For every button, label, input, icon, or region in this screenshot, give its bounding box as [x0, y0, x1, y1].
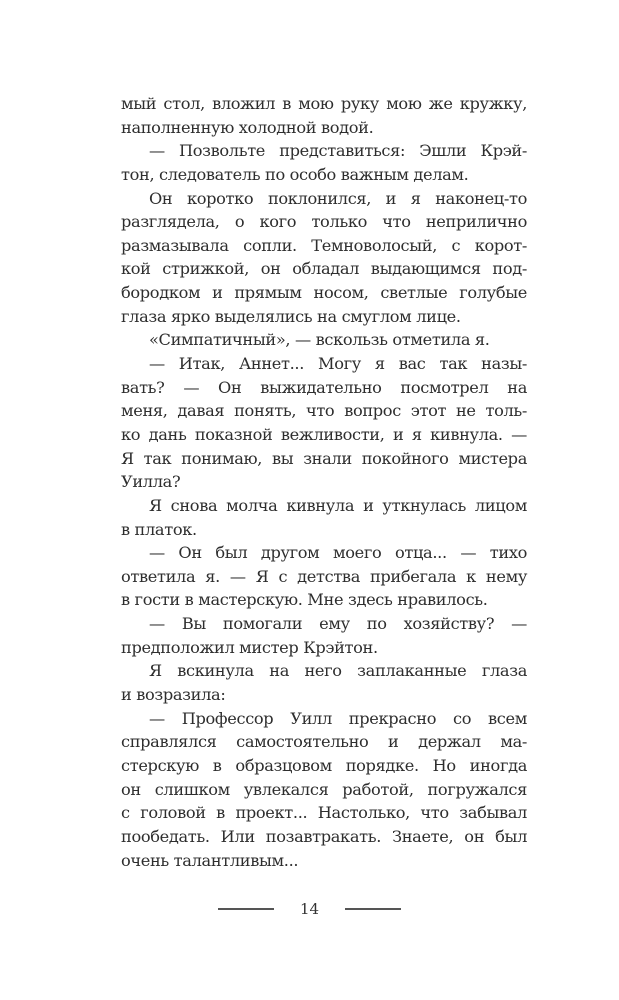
text-line: глаза ярко выделялись на смуглом лице.	[121, 306, 461, 326]
text-line: тон, следователь по особо важным делам.	[121, 164, 469, 184]
text-line: Уилла?	[121, 472, 181, 492]
text-line: разглядела, о кого только что неприлично	[121, 212, 527, 232]
text-line: бородком и прямым носом, светлые голубые	[121, 283, 527, 303]
text-line: предположил мистер Крэйтон.	[121, 637, 378, 657]
page-number: 14	[299, 900, 320, 918]
text-line: — Он был другом моего отца... — тихо	[149, 543, 527, 563]
text-line: Я так понимаю, вы знали покойного мистера	[121, 448, 527, 468]
text-line: в платок.	[121, 519, 197, 539]
text-line: пообедать. Или позавтракать. Знаете, он был	[121, 826, 527, 846]
text-line: ответила я. — Я с детства прибегала к нему	[121, 566, 527, 586]
text-line: «Симпатичный», — вскользь отметила я.	[149, 330, 490, 350]
text-line: в гости в мастерскую. Мне здесь нравилось.	[121, 590, 488, 610]
page-body-text	[121, 92, 527, 872]
text-line: кой стрижкой, он обладал выдающимся под-	[121, 259, 527, 279]
text-line: наполненную холодной водой.	[121, 117, 374, 137]
text-line: он слишком увлекался работой, погружался	[121, 779, 527, 799]
text-line: стерскую в образцовом порядке. Но иногда	[121, 755, 527, 775]
text-line: — Итак, Аннет... Могу я вас так назы-	[149, 354, 527, 374]
text-line: с головой в проект... Настолько, что забывал	[121, 803, 527, 823]
text-line: меня, давая понять, что вопрос этот не толь-	[121, 401, 527, 421]
text-line: Я снова молча кивнула и уткнулась лицом	[149, 495, 527, 515]
text-line: и возразила:	[121, 685, 226, 705]
page-footer	[0, 897, 619, 921]
right-rule-divider	[345, 908, 401, 910]
text-line: — Профессор Уилл прекрасно со всем	[149, 708, 527, 728]
text-line: справлялся самостоятельно и держал ма-	[121, 732, 527, 752]
text-line: Он коротко поклонился, и я наконец-то	[149, 188, 527, 208]
text-line: вать? — Он выжидательно посмотрел на	[121, 377, 527, 397]
text-line: размазывала сопли. Темноволосый, с корот-	[121, 235, 527, 255]
text-line: мый стол, вложил в мою руку мою же кружку,	[121, 94, 527, 113]
text-line: очень талантливым...	[121, 850, 299, 870]
text-line: — Позвольте представиться: Эшли Крэй-	[149, 141, 527, 161]
text-line: Я вскинула на него заплаканные глаза	[149, 661, 527, 681]
text-line: ко дань показной вежливости, и я кивнула. —	[121, 424, 527, 444]
left-rule-divider	[218, 908, 274, 910]
text-line: — Вы помогали ему по хозяйству? —	[149, 614, 527, 634]
